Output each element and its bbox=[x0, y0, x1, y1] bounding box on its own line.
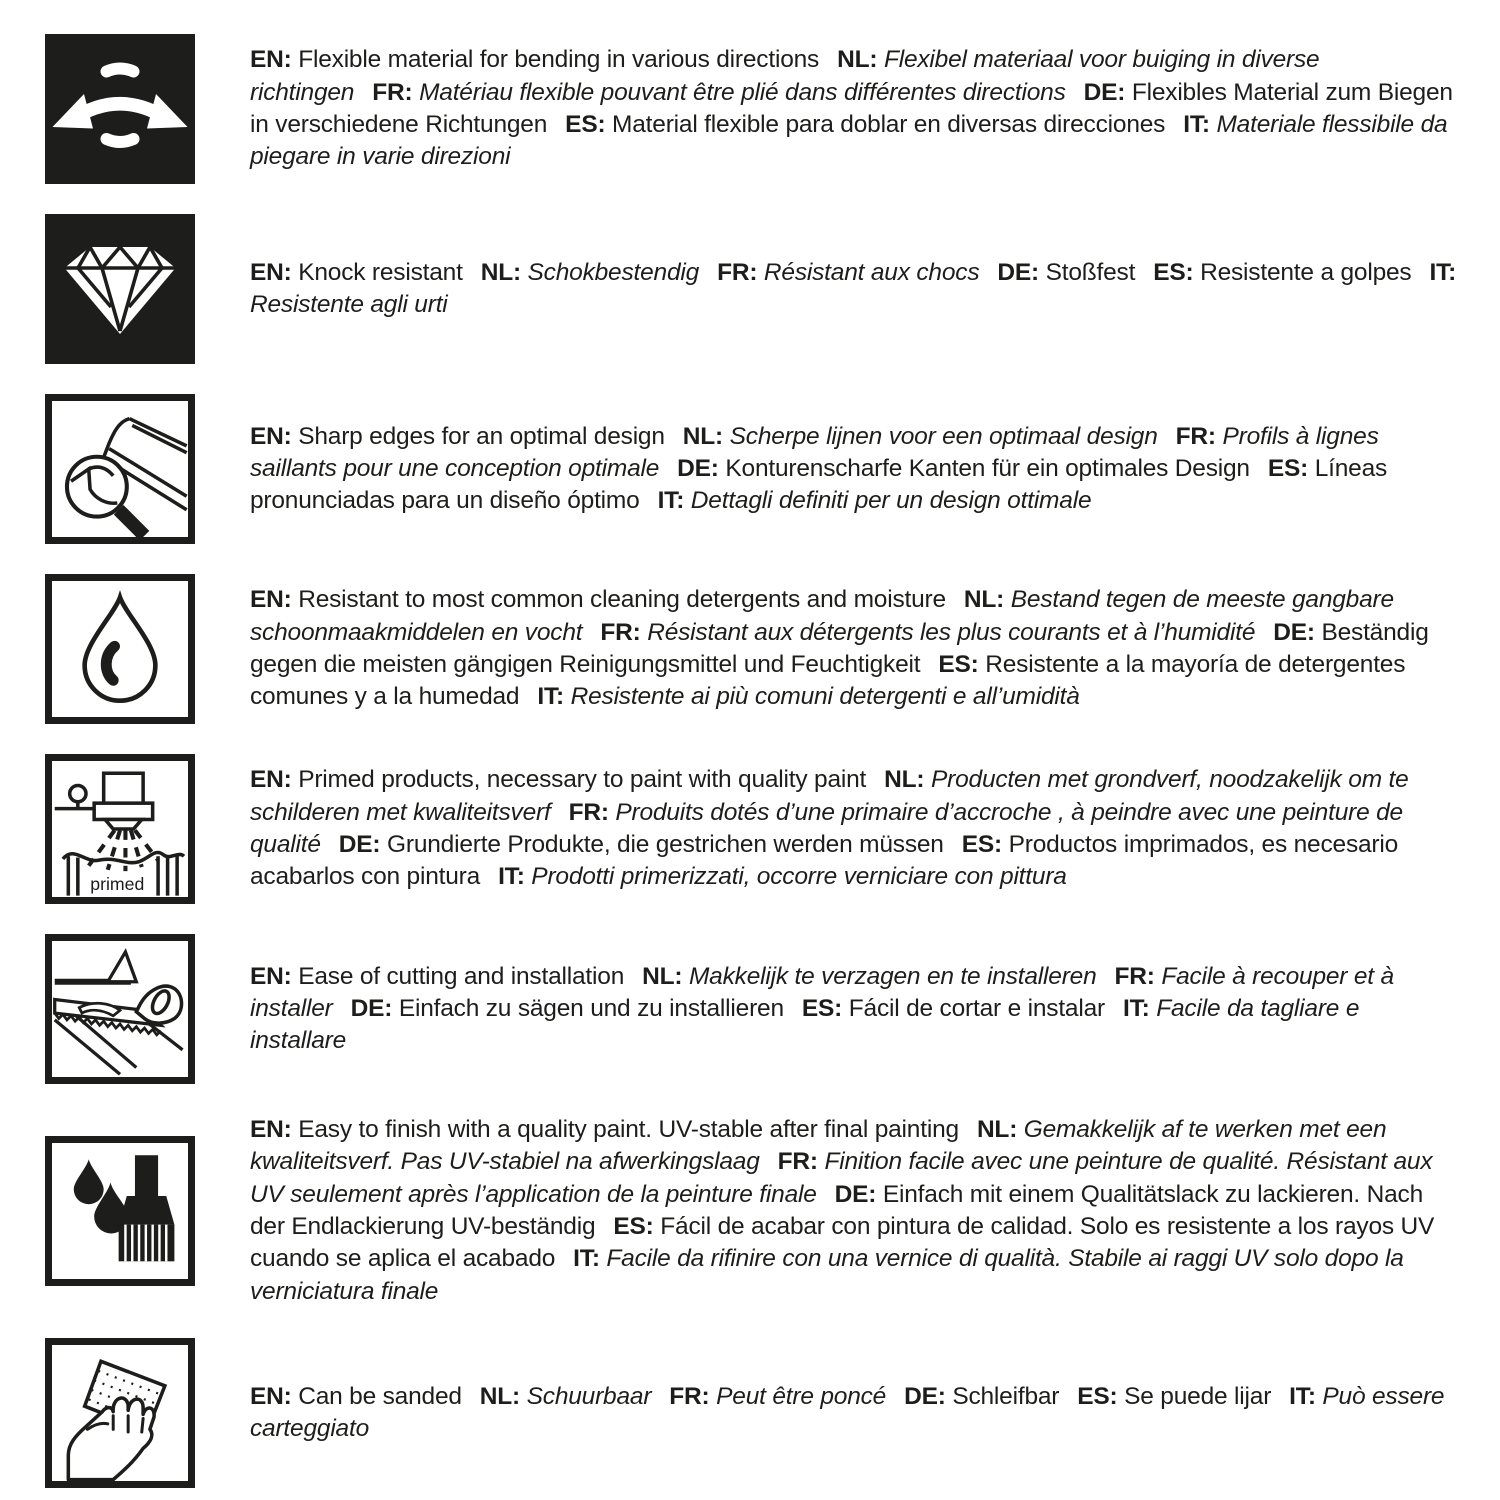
feature-text bbox=[250, 44, 1460, 173]
feature-text bbox=[250, 1381, 1460, 1446]
lang-label: NL: bbox=[682, 422, 724, 450]
lang-text: Scherpe lijnen voor een optimaal design bbox=[729, 422, 1158, 450]
lang-label: DE: bbox=[997, 258, 1039, 286]
lang-segment bbox=[997, 259, 1135, 286]
lang-label: IT: bbox=[1123, 994, 1150, 1022]
lang-segment bbox=[250, 766, 866, 793]
lang-label: IT: bbox=[573, 1245, 600, 1273]
lang-text: Matériau flexible pouvant être plié dans différentes directions bbox=[419, 78, 1066, 106]
lang-text: Makkelijk te verzagen en te installeren bbox=[688, 962, 1097, 990]
lang-text: Primed products, necessary to paint with quality paint bbox=[298, 766, 867, 794]
lang-text: Flexible material for bending in various directions bbox=[298, 46, 820, 74]
lang-label: DE: bbox=[677, 454, 719, 482]
lang-segment bbox=[339, 831, 944, 858]
lang-label: FR: bbox=[600, 618, 641, 646]
lang-label: FR: bbox=[777, 1148, 818, 1176]
lang-label: DE: bbox=[1083, 78, 1126, 106]
lang-segment bbox=[683, 423, 1158, 450]
diamond-icon bbox=[45, 214, 195, 364]
lang-text: Dettagli definiti per un design ottimale bbox=[690, 487, 1092, 515]
lang-segment bbox=[600, 619, 1255, 646]
lang-segment bbox=[904, 1383, 1059, 1410]
lang-label: EN: bbox=[250, 422, 292, 450]
feature-row-flexible bbox=[45, 34, 1460, 184]
lang-label: ES: bbox=[1267, 454, 1309, 482]
lang-segment bbox=[250, 423, 665, 450]
lang-segment bbox=[372, 79, 1065, 106]
sanding-hand-icon bbox=[45, 1338, 195, 1488]
lang-segment bbox=[250, 259, 463, 286]
lang-text: Flexibles Material zum Biegen in verschiedene Richtungen bbox=[250, 78, 1453, 138]
lang-label: ES: bbox=[801, 994, 843, 1022]
lang-segment bbox=[642, 963, 1096, 990]
lang-label: DE: bbox=[1273, 618, 1315, 646]
magnifier-profile-icon bbox=[45, 394, 195, 544]
primer-spray-icon bbox=[45, 754, 195, 904]
lang-label: NL: bbox=[479, 1382, 521, 1410]
lang-text: Gemakkelijk af te werken met een kwaliteitsverf. Pas UV-stabiel na afwerkingslaag bbox=[250, 1116, 1387, 1176]
lang-segment bbox=[250, 586, 946, 613]
lang-label: ES: bbox=[938, 651, 979, 678]
lang-text: Profils à lignes saillants pour une conception optimale bbox=[250, 422, 1379, 482]
lang-text: Einfach mit einem Qualitätslack zu lackieren. Nach der Endlackierung UV-beständig bbox=[250, 1180, 1424, 1240]
lang-text: Produits dotés d’une primaire d’accroche , à peindre avec une peinture de qualité bbox=[250, 798, 1403, 858]
lang-segment bbox=[250, 46, 819, 73]
lang-label: FR: bbox=[669, 1382, 710, 1410]
lang-label: EN: bbox=[250, 586, 292, 614]
feature-row-primed bbox=[45, 754, 1460, 904]
feature-row-sharp-edges bbox=[45, 394, 1460, 544]
lang-text: Einfach zu sägen und zu installieren bbox=[398, 994, 784, 1022]
feature-text bbox=[250, 961, 1460, 1058]
lang-label: ES: bbox=[613, 1212, 654, 1240]
feature-row-knock-resistant bbox=[45, 214, 1460, 364]
lang-label: IT: bbox=[498, 863, 525, 891]
lang-label: DE: bbox=[834, 1180, 877, 1208]
lang-label: IT: bbox=[657, 487, 685, 515]
lang-text: Ease of cutting and installation bbox=[298, 962, 625, 990]
lang-segment bbox=[717, 259, 979, 286]
hand-saw-icon bbox=[45, 934, 195, 1084]
lang-label: DE: bbox=[350, 994, 393, 1022]
lang-label: NL: bbox=[963, 586, 1005, 614]
lang-label: FR: bbox=[717, 258, 758, 286]
lang-text: Grundierte Produkte, die gestrichen werden müssen bbox=[387, 831, 944, 858]
lang-label: EN: bbox=[250, 1116, 292, 1143]
lang-text: Productos imprimados, es necesario acabarlos con pintura bbox=[250, 831, 1399, 891]
lang-segment bbox=[250, 1116, 959, 1143]
lang-segment bbox=[537, 683, 1079, 710]
feature-row-moisture bbox=[45, 574, 1460, 724]
flex-bend-arrows-icon bbox=[45, 34, 195, 184]
lang-label: DE: bbox=[904, 1382, 946, 1410]
lang-label: DE: bbox=[338, 831, 381, 858]
lang-segment bbox=[351, 995, 784, 1022]
lang-text: Resistente agli urti bbox=[250, 291, 448, 318]
lang-label: FR: bbox=[1114, 962, 1155, 990]
lang-text: Facile da tagliare e installare bbox=[250, 994, 1360, 1055]
primed-label: primed bbox=[90, 874, 145, 895]
lang-text: Résistant aux détergents les plus courants et à l’humidité bbox=[647, 618, 1256, 646]
lang-label: ES: bbox=[1077, 1382, 1118, 1410]
lang-label: EN: bbox=[250, 766, 292, 794]
feature-row-cutting bbox=[45, 934, 1460, 1084]
lang-text: Knock resistant bbox=[298, 258, 463, 286]
lang-text: Resistente a la mayoría de detergentes comunes y a la humedad bbox=[250, 651, 1406, 711]
lang-text: Resistant to most common cleaning detergents and moisture bbox=[298, 586, 946, 614]
lang-text: Peut être poncé bbox=[716, 1382, 887, 1410]
lang-label: NL: bbox=[976, 1116, 1018, 1143]
lang-text: Fácil de cortar e instalar bbox=[848, 994, 1105, 1022]
lang-text: Easy to finish with a quality paint. UV-stable after final painting bbox=[298, 1116, 959, 1143]
lang-label: EN: bbox=[250, 1382, 292, 1410]
lang-text: Schokbestendig bbox=[527, 258, 700, 286]
feature-row-finishing bbox=[45, 1114, 1460, 1308]
lang-text: Can be sanded bbox=[298, 1382, 462, 1410]
lang-text: Materiale flessibile da piegare in varie direzioni bbox=[250, 111, 1448, 171]
lang-text: Schleifbar bbox=[952, 1382, 1060, 1410]
lang-text: Producten met grondverf, noodzakelijk om te schilderen met kwaliteitsverf bbox=[250, 766, 1409, 826]
lang-text: Fácil de acabar con pintura de calidad. Solo es resistente a los rayos UV cuando se aplica el acabado bbox=[250, 1212, 1435, 1273]
lang-label: EN: bbox=[250, 258, 292, 286]
lang-label: IT: bbox=[1183, 111, 1210, 138]
lang-text: Sharp edges for an optimal design bbox=[298, 422, 665, 450]
lang-text: Bestand tegen de meeste gangbare schoonmaakmiddelen en vocht bbox=[250, 586, 1394, 646]
lang-text: Líneas pronunciadas para un diseño óptimo bbox=[250, 454, 1388, 515]
lang-segment bbox=[1153, 259, 1411, 286]
lang-label: NL: bbox=[884, 766, 925, 794]
lang-label: ES: bbox=[565, 111, 606, 138]
lang-label: EN: bbox=[250, 46, 292, 74]
feature-text bbox=[250, 584, 1460, 713]
lang-segment bbox=[677, 455, 1250, 482]
feature-text bbox=[250, 257, 1460, 322]
lang-label: IT: bbox=[537, 683, 564, 711]
lang-segment bbox=[658, 487, 1092, 514]
lang-text: Facile à recouper et à installer bbox=[250, 962, 1394, 1022]
lang-label: EN: bbox=[250, 962, 292, 990]
feature-text bbox=[250, 421, 1460, 518]
lang-segment bbox=[481, 259, 699, 286]
lang-label: FR: bbox=[372, 78, 413, 106]
lang-segment bbox=[802, 995, 1105, 1022]
lang-label: FR: bbox=[568, 798, 609, 826]
lang-text: Schuurbaar bbox=[526, 1382, 652, 1410]
lang-text: Beständig gegen die meisten gängigen Reinigungsmittel und Feuchtigkeit bbox=[250, 618, 1429, 678]
lang-text: Facile da rifinire con una vernice di qualità. Stabile ai raggi UV solo dopo la verniciatura finale bbox=[250, 1245, 1404, 1305]
lang-text: Se puede lijar bbox=[1124, 1382, 1272, 1410]
lang-segment bbox=[250, 963, 624, 990]
lang-segment bbox=[669, 1383, 886, 1410]
lang-label: NL: bbox=[837, 46, 878, 74]
lang-segment bbox=[480, 1383, 652, 1410]
feature-text bbox=[250, 1114, 1460, 1308]
lang-text: Flexibel materiaal voor buiging in diverse richtingen bbox=[250, 46, 1320, 106]
lang-text: Finition facile avec une peinture de qualité. Résistant aux UV seulement après l’application de la peinture finale bbox=[250, 1148, 1433, 1208]
lang-label: ES: bbox=[961, 831, 1002, 858]
lang-text: Résistant aux chocs bbox=[763, 258, 980, 286]
lang-text: Resistente a golpes bbox=[1200, 258, 1412, 286]
lang-label: ES: bbox=[1153, 258, 1194, 286]
lang-text: Konturenscharfe Kanten für ein optimales Design bbox=[725, 454, 1250, 482]
lang-label: IT: bbox=[1289, 1382, 1316, 1410]
lang-label: FR: bbox=[1175, 422, 1216, 450]
feature-text bbox=[250, 764, 1460, 893]
lang-text: Material flexible para doblar en diversas direcciones bbox=[612, 111, 1166, 138]
lang-text: Prodotti primerizzati, occorre verniciare con pittura bbox=[531, 863, 1067, 891]
lang-label: NL: bbox=[642, 962, 683, 990]
paint-brush-drops-icon bbox=[45, 1136, 195, 1286]
lang-text: Può essere carteggiato bbox=[250, 1382, 1445, 1442]
lang-text: Stoßfest bbox=[1045, 258, 1136, 286]
lang-segment bbox=[1077, 1383, 1271, 1410]
lang-label: NL: bbox=[480, 258, 521, 286]
lang-segment bbox=[565, 111, 1165, 138]
water-drop-icon bbox=[45, 574, 195, 724]
lang-text: Resistente ai più comuni detergenti e all’umidità bbox=[570, 683, 1080, 711]
lang-segment bbox=[250, 1383, 462, 1410]
lang-label: IT: bbox=[1429, 258, 1457, 286]
feature-row-sandable bbox=[45, 1338, 1460, 1488]
lang-segment bbox=[498, 863, 1067, 890]
